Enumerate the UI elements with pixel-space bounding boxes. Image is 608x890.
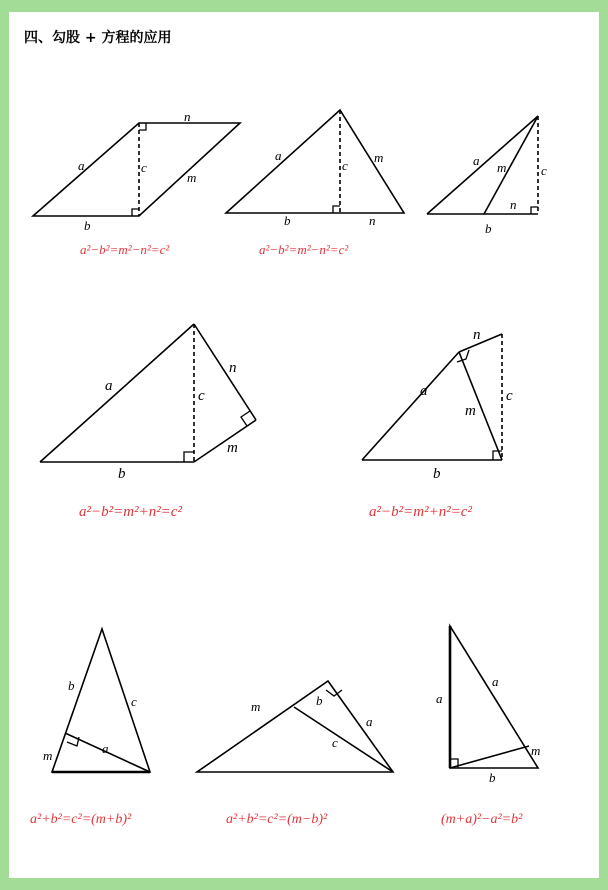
label-b: b xyxy=(284,213,291,228)
label-m: m xyxy=(43,748,53,763)
label-b: b xyxy=(433,466,441,482)
figure-obtuse-triangle xyxy=(427,116,538,214)
formula-7: (m+a)²−a²=b² xyxy=(441,812,523,827)
label-c: c xyxy=(131,694,137,709)
label-a: a xyxy=(436,691,443,706)
label-a: a xyxy=(78,158,85,173)
label-c: c xyxy=(541,163,547,178)
label-a: a xyxy=(473,153,480,168)
label-b: b xyxy=(84,218,91,233)
label-c: c xyxy=(198,388,205,404)
formula-6: a²+b²=c²=(m−b)² xyxy=(226,812,328,827)
label-b: b xyxy=(485,221,492,236)
figure-parallelogram xyxy=(33,123,240,216)
label-a: a xyxy=(420,383,428,399)
label-b: b xyxy=(489,770,496,785)
section-title: 四、勾股 + 方程的应用 xyxy=(24,30,172,46)
label-m: m xyxy=(227,440,238,456)
label-n: n xyxy=(510,197,517,212)
label-m: m xyxy=(187,170,197,185)
label-b: b xyxy=(118,466,126,482)
label-a: a xyxy=(102,741,109,756)
label-m: m xyxy=(374,150,384,165)
label-c: c xyxy=(342,158,348,173)
label-m: m xyxy=(531,743,541,758)
label-n: n xyxy=(473,327,481,343)
figure-quadrilateral-1 xyxy=(40,324,256,462)
figure-quadrilateral-2 xyxy=(362,334,502,460)
label-b: b xyxy=(68,678,75,693)
label-n: n xyxy=(229,360,237,376)
label-a: a xyxy=(275,148,282,163)
label-m: m xyxy=(497,160,507,175)
label-b: b xyxy=(316,693,323,708)
label-m: m xyxy=(465,403,476,419)
figure-wide-triangle xyxy=(197,681,393,772)
label-a: a xyxy=(366,714,373,729)
label-a: a xyxy=(105,378,113,394)
label-c: c xyxy=(141,160,147,175)
formula-3: a²−b²=m²+n²=c² xyxy=(79,504,182,520)
label-n: n xyxy=(369,213,376,228)
label-m: m xyxy=(251,699,261,714)
label-a: a xyxy=(492,674,499,689)
label-c: c xyxy=(506,388,513,404)
formula-2: a²−b²=m²−n²=c² xyxy=(259,242,349,257)
figure-right-triangle xyxy=(450,626,541,768)
formula-1: a²−b²=m²−n²=c² xyxy=(80,242,170,257)
formula-4: a²−b²=m²+n²=c² xyxy=(369,504,472,520)
label-n: n xyxy=(184,109,191,124)
label-c: c xyxy=(332,735,338,750)
formula-5: a²+b²=c²=(m+b)² xyxy=(30,812,132,827)
